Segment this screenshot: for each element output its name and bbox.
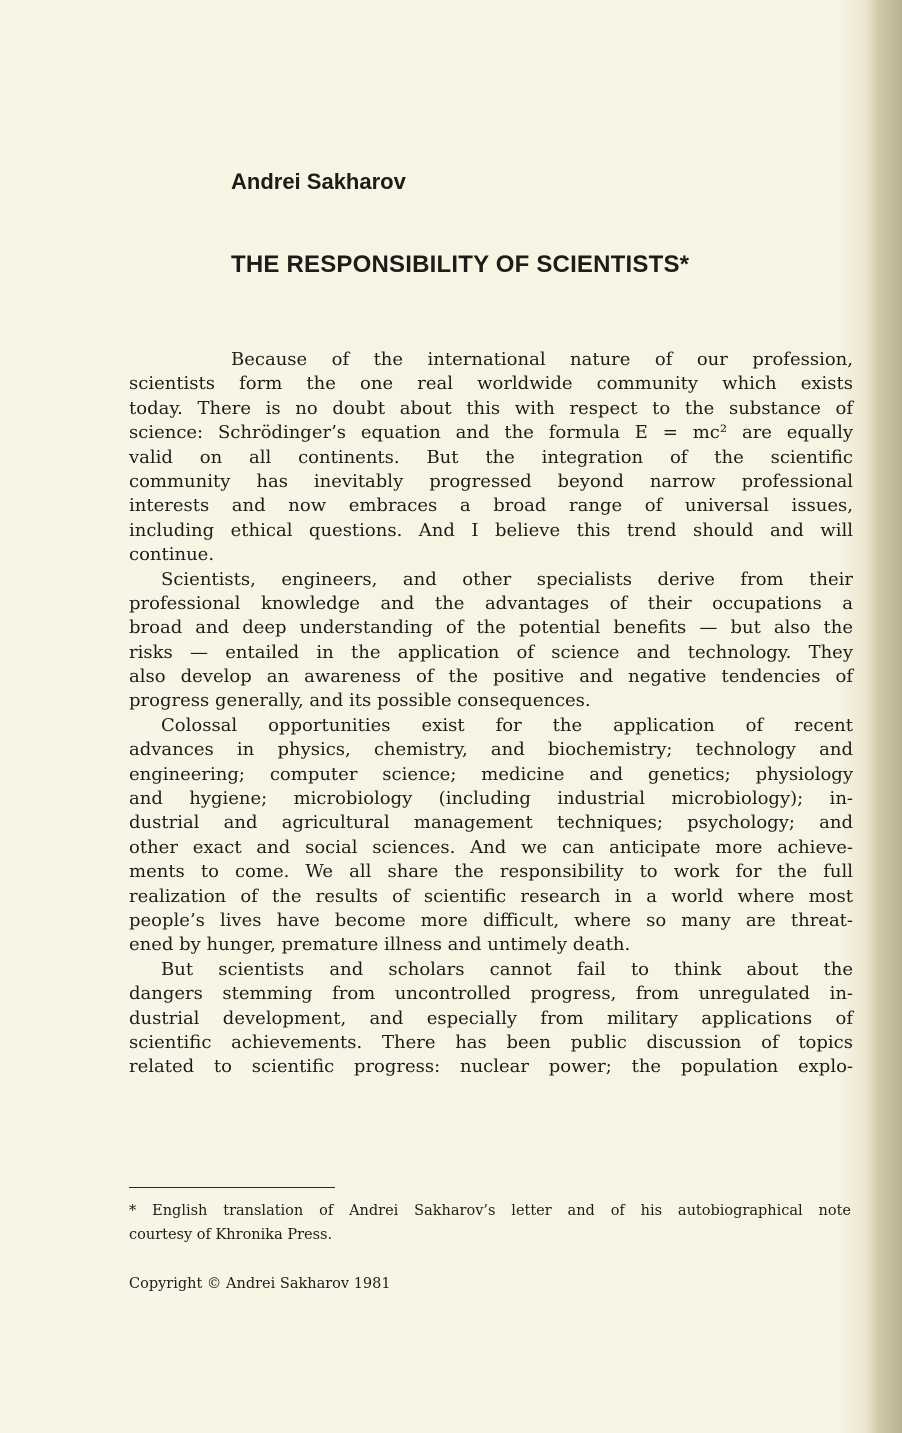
body-line: Scientists, engineers, and other specialists derive from their (161, 568, 853, 590)
footnote-rule (129, 1187, 335, 1188)
body-line: science: Schrödinger’s equation and the formula E = mc² are equally (129, 422, 853, 444)
body-line: continue. (129, 544, 215, 566)
body-line: realization of the results of scientific research in a world where most (129, 885, 853, 907)
body-line: But scientists and scholars cannot fail to think about the (161, 958, 853, 980)
body-line: scientific achievements. There has been public discussion of topics (129, 1031, 853, 1053)
body-line: dustrial and agricultural management techniques; psychology; and (129, 812, 853, 834)
body-line: today. There is no doubt about this with respect to the substance of (129, 397, 853, 419)
body-line: interests and now embraces a broad range of universal issues, (129, 495, 853, 517)
footnote-line: courtesy of Khronika Press. (129, 1227, 333, 1243)
copyright-notice: Copyright © Andrei Sakharov 1981 (129, 1276, 391, 1292)
body-line: people’s lives have become more difficult, where so many are threat- (129, 909, 853, 931)
body-line: progress generally, and its possible consequences. (129, 690, 591, 712)
body-line: advances in physics, chemistry, and biochemistry; technology and (129, 739, 853, 761)
body-line: related to scientific progress: nuclear power; the population explo- (129, 1056, 853, 1078)
article-title: THE RESPONSIBILITY OF SCIENTISTS* (231, 251, 690, 278)
body-line: community has inevitably progressed beyond narrow professional (129, 470, 853, 492)
footnote-line: * English translation of Andrei Sakharov’s letter and of his autobiographical note (129, 1203, 851, 1219)
body-line: professional knowledge and the advantages of their occupations a (129, 592, 853, 614)
body-line: including ethical questions. And I believe this trend should and will (129, 519, 853, 541)
body-line: dangers stemming from uncontrolled progress, from unregulated in- (129, 983, 853, 1005)
body-line: ened by hunger, premature illness and untimely death. (129, 934, 631, 956)
body-line: risks — entailed in the application of science and technology. They (129, 641, 853, 663)
body-line: Because of the international nature of our profession, (231, 349, 853, 370)
body-line: ments to come. We all share the responsibility to work for the full (129, 861, 853, 883)
body-line: dustrial development, and especially from military applications of (129, 1007, 853, 1029)
body-line: other exact and social sciences. And we can anticipate more achieve- (129, 836, 853, 858)
body-text (129, 349, 853, 1081)
body-line: scientists form the one real worldwide community which exists (129, 373, 853, 395)
body-line: and hygiene; microbiology (including industrial microbiology); in- (129, 788, 853, 810)
body-line: Colossal opportunities exist for the application of recent (161, 714, 853, 736)
author-name: Andrei Sakharov (231, 169, 406, 194)
body-line: valid on all continents. But the integration of the scientific (129, 446, 853, 468)
body-line: engineering; computer science; medicine and genetics; physiology (129, 763, 853, 785)
body-line: broad and deep understanding of the potential benefits — but also the (129, 617, 853, 639)
footnote (129, 1199, 851, 1247)
body-line: also develop an awareness of the positive and negative tendencies of (129, 666, 853, 688)
